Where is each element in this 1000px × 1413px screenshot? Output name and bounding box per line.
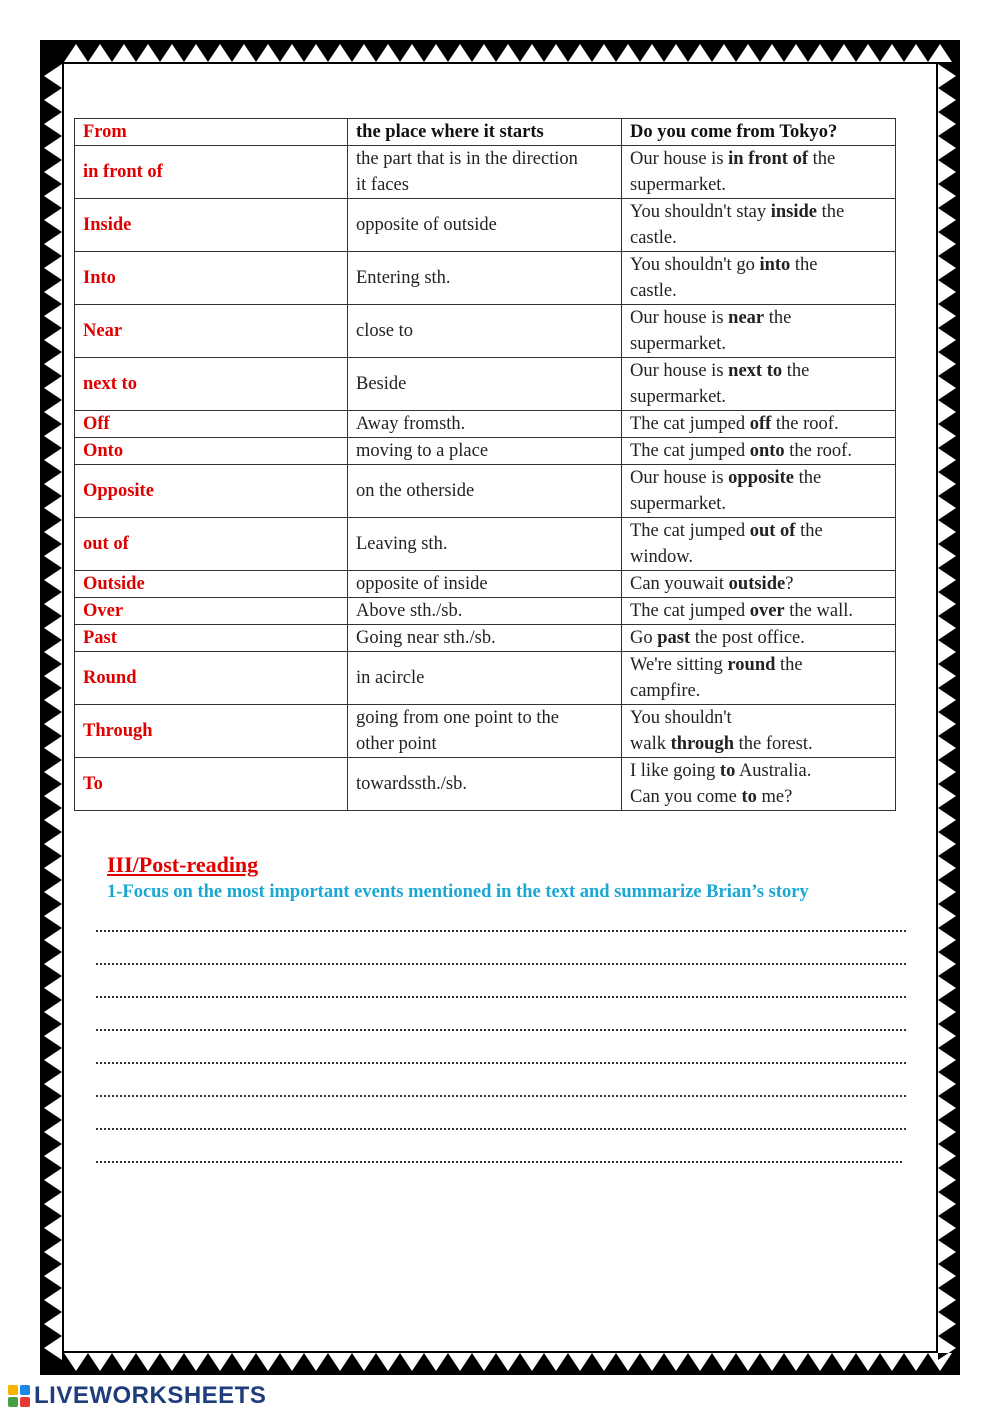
section-title: III/Post-reading — [107, 852, 259, 877]
example-line: Go past the post office. — [630, 628, 805, 648]
meaning-line: other point — [356, 734, 437, 754]
preposition-cell: Onto — [75, 438, 348, 465]
meaning-line: moving to a place — [356, 441, 489, 461]
meaning-cell — [348, 625, 622, 652]
meaning-line: opposite of outside — [356, 215, 497, 235]
task-instruction: 1-Focus on the most important events mentioned in the text and summarize Brian’s story — [107, 882, 809, 902]
example-line: Can youwait outside? — [630, 574, 794, 594]
preposition-cell: Through — [75, 705, 348, 758]
preposition-cell: in front of — [75, 146, 348, 199]
table-row — [75, 119, 896, 146]
example-line: You shouldn't stay inside the — [630, 202, 845, 222]
example-cell — [622, 652, 896, 705]
example-cell — [622, 625, 896, 652]
table-row — [75, 625, 896, 652]
preposition-cell: Into — [75, 252, 348, 305]
example-cell — [622, 358, 896, 411]
table-row — [75, 411, 896, 438]
example-line: The cat jumped over the wall. — [630, 601, 853, 621]
example-line: You shouldn't — [630, 708, 732, 728]
preposition-cell: Past — [75, 625, 348, 652]
example-line: castle. — [630, 281, 677, 301]
example-cell — [622, 465, 896, 518]
example-line: walk through the forest. — [630, 734, 813, 754]
meaning-line: the place where it starts — [356, 122, 544, 142]
logo-mark-icon — [8, 1385, 30, 1407]
example-line: campfire. — [630, 681, 701, 701]
example-line: We're sitting round the — [630, 655, 803, 675]
meaning-line: Away fromsth. — [356, 414, 466, 434]
example-line: window. — [630, 547, 694, 567]
meaning-line: on the otherside — [356, 481, 475, 501]
prepositions-table — [74, 118, 896, 811]
table-row — [75, 652, 896, 705]
meaning-cell — [348, 119, 622, 146]
preposition-cell: Over — [75, 598, 348, 625]
meaning-line: Going near sth./sb. — [356, 628, 496, 648]
example-cell — [622, 438, 896, 465]
preposition-cell: Outside — [75, 571, 348, 598]
meaning-cell — [348, 146, 622, 199]
answer-line[interactable] — [96, 1095, 906, 1097]
table-row — [75, 518, 896, 571]
meaning-cell — [348, 199, 622, 252]
example-cell — [622, 119, 896, 146]
example-cell — [622, 705, 896, 758]
liveworksheets-logo — [8, 1383, 266, 1409]
meaning-line: close to — [356, 321, 414, 341]
meaning-line: Above sth./sb. — [356, 601, 463, 621]
example-cell — [622, 146, 896, 199]
meaning-cell — [348, 465, 622, 518]
answer-line[interactable] — [96, 996, 906, 998]
example-line: supermarket. — [630, 494, 727, 514]
meaning-cell — [348, 705, 622, 758]
meaning-line: Entering sth. — [356, 268, 451, 288]
example-cell — [622, 411, 896, 438]
example-line: castle. — [630, 228, 677, 248]
preposition-cell: Round — [75, 652, 348, 705]
table-row — [75, 438, 896, 465]
example-line: I like going to Australia. — [630, 761, 812, 781]
preposition-cell: Inside — [75, 199, 348, 252]
example-cell — [622, 518, 896, 571]
table-row — [75, 252, 896, 305]
example-line: Can you come to me? — [630, 787, 793, 807]
example-line: Our house is next to the — [630, 361, 810, 381]
example-line: You shouldn't go into the — [630, 255, 818, 275]
meaning-line: the part that is in the direction — [356, 149, 578, 169]
meaning-cell — [348, 598, 622, 625]
example-line: Our house is opposite the — [630, 468, 822, 488]
meaning-cell — [348, 652, 622, 705]
table-row — [75, 146, 896, 199]
table-row — [75, 305, 896, 358]
meaning-line: Beside — [356, 374, 407, 394]
preposition-cell: Off — [75, 411, 348, 438]
answer-line[interactable] — [96, 1029, 906, 1031]
example-line: The cat jumped out of the — [630, 521, 823, 541]
meaning-cell — [348, 438, 622, 465]
example-cell — [622, 571, 896, 598]
table-row — [75, 199, 896, 252]
preposition-cell: out of — [75, 518, 348, 571]
table-row — [75, 465, 896, 518]
example-cell — [622, 199, 896, 252]
answer-line[interactable] — [96, 1128, 906, 1130]
meaning-line: towardssth./sb. — [356, 774, 467, 794]
meaning-cell — [348, 358, 622, 411]
example-cell — [622, 758, 896, 811]
example-line: Do you come from Tokyo? — [630, 122, 838, 142]
table-row — [75, 705, 896, 758]
answer-line[interactable] — [96, 1161, 902, 1163]
meaning-line: Leaving sth. — [356, 534, 448, 554]
example-cell — [622, 252, 896, 305]
meaning-cell — [348, 518, 622, 571]
answer-line[interactable] — [96, 963, 906, 965]
example-cell — [622, 598, 896, 625]
table-row — [75, 598, 896, 625]
preposition-cell: Near — [75, 305, 348, 358]
answer-line[interactable] — [96, 1062, 906, 1064]
meaning-cell — [348, 758, 622, 811]
meaning-cell — [348, 571, 622, 598]
preposition-cell: Opposite — [75, 465, 348, 518]
meaning-line: it faces — [356, 175, 409, 195]
meaning-line: in acircle — [356, 668, 425, 688]
example-line: supermarket. — [630, 387, 727, 407]
example-line: supermarket. — [630, 334, 727, 354]
meaning-cell — [348, 305, 622, 358]
preposition-cell: To — [75, 758, 348, 811]
table-row — [75, 358, 896, 411]
example-line: The cat jumped off the roof. — [630, 414, 839, 434]
table-row — [75, 571, 896, 598]
example-cell — [622, 305, 896, 358]
example-line: supermarket. — [630, 175, 727, 195]
example-line: Our house is near the — [630, 308, 792, 328]
table-row — [75, 758, 896, 811]
example-line: The cat jumped onto the roof. — [630, 441, 852, 461]
meaning-cell — [348, 411, 622, 438]
preposition-cell: next to — [75, 358, 348, 411]
meaning-cell — [348, 252, 622, 305]
preposition-cell: From — [75, 119, 348, 146]
example-line: Our house is in front of the — [630, 149, 836, 169]
meaning-line: going from one point to the — [356, 708, 559, 728]
answer-line[interactable] — [96, 930, 906, 932]
logo-text: LIVEWORKSHEETS — [34, 1382, 267, 1409]
meaning-line: opposite of inside — [356, 574, 488, 594]
